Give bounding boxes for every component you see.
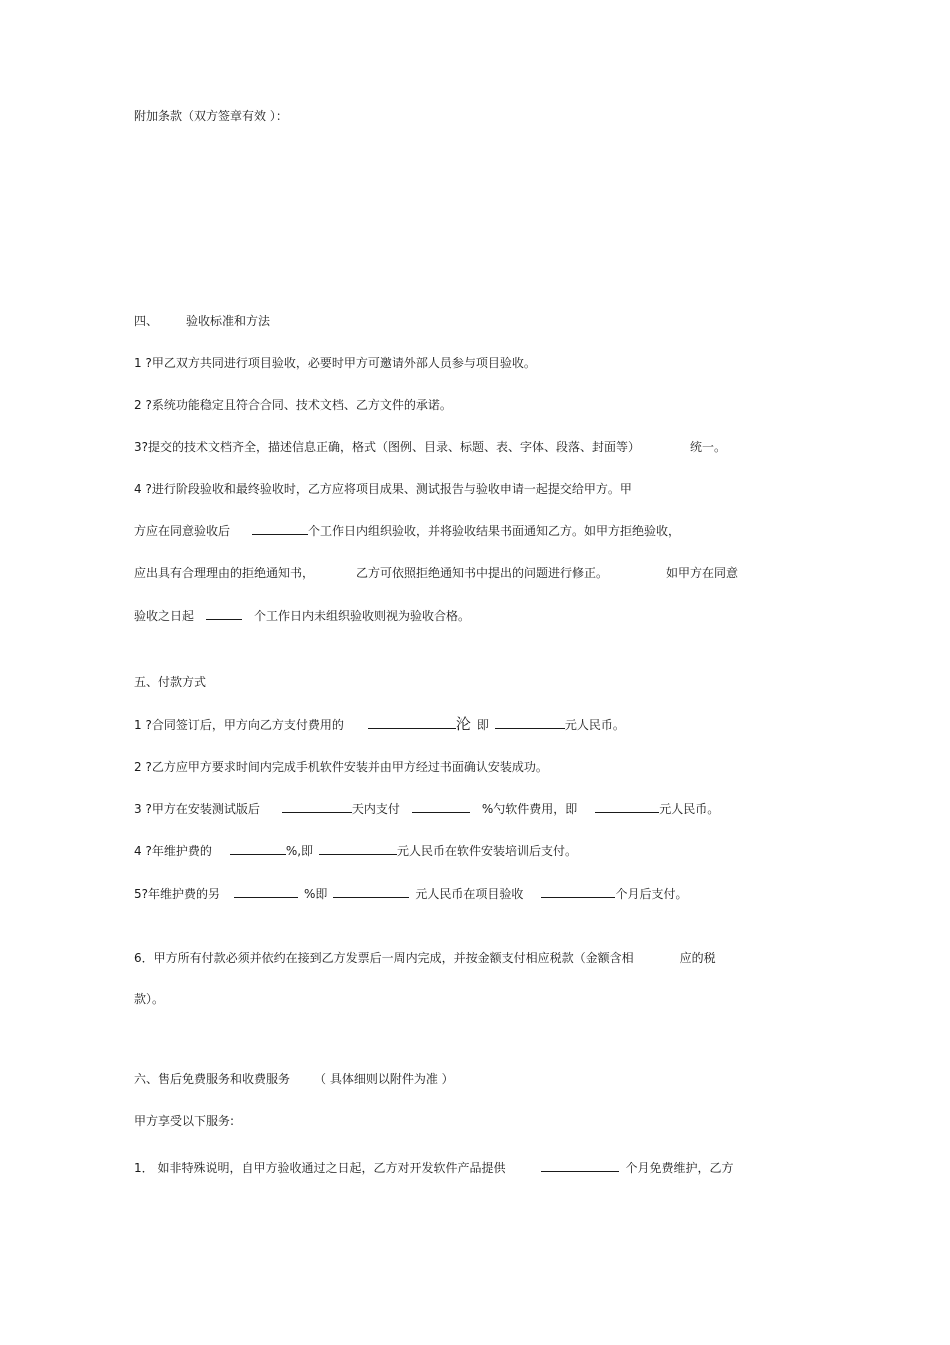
s5-line-4-c: 元人民币在软件安装培训后支付。: [397, 844, 578, 858]
blank-field: [234, 886, 298, 898]
blank-field: [595, 801, 659, 813]
section-4-heading: [134, 313, 270, 329]
blank-field: [230, 843, 286, 855]
blank-field: [495, 717, 565, 729]
blank-field: [206, 608, 242, 620]
s5-line-5-c: 元人民币在项目验收: [415, 887, 524, 901]
s4-line-7-end: 个工作日内未组织验收则视为验收合格。: [254, 609, 471, 623]
s4-line-6-a: 应出具有合理理由的拒绝通知书，: [134, 566, 315, 580]
s5-line-1: [134, 716, 625, 733]
s4-line-5-end: 个工作日内组织验收，并将验收结果书面通知乙方。如甲方拒绝验收，: [308, 524, 681, 538]
s5-line-3-d: 元人民币。: [659, 802, 720, 816]
s4-line-1: [134, 355, 536, 371]
blank-field: [319, 843, 397, 855]
s5-line-3-a: 3 ?甲方在安装测试版后: [134, 802, 260, 816]
section-6-heading: [134, 1071, 454, 1087]
s4-line-3-text: 3?提交的技术文档齐全，描述信息正确，格式（图例、目录、标题、表、字体、段落、封面等）: [134, 440, 641, 454]
s4-line-6: [134, 565, 738, 581]
s4-line-6-b: 乙方可依照拒绝通知书中提出的问题进行修正。: [356, 566, 609, 580]
s5-line-3-b: 天内支付: [351, 802, 400, 816]
s5-line-5-a: 5?年维护费的另: [134, 887, 221, 901]
s4-line-6-c: 如甲方在同意: [666, 566, 739, 580]
s4-line-7: [134, 608, 470, 624]
s6-line-1-b: 个月免费维护，乙方: [625, 1161, 734, 1175]
s4-line-2-text: 2 ?系统功能稳定且符合合同、技术文档、乙方文件的承诺。: [134, 398, 452, 412]
s4-line-7-start: 验收之日起: [134, 609, 195, 623]
blank-field: [541, 1160, 619, 1172]
section-5-title: 五、付款方式: [134, 675, 207, 689]
s6-line-1: [134, 1160, 733, 1176]
addendum-heading: [134, 108, 288, 124]
s5-line-1-d: 元人民币。: [564, 718, 625, 732]
s5-line-6: [134, 950, 716, 966]
section-4-number: 四、: [134, 314, 159, 328]
s5-line-1-c: 即: [476, 718, 489, 732]
s5-line-2-text: 2 ?乙方应甲方要求时间内完成手机软件安装并由甲方经过书面确认安装成功。: [134, 760, 548, 774]
s5-line-4-a: 4 ?年维护费的: [134, 844, 212, 858]
s5-line-5-d: 个月后支付。: [615, 887, 688, 901]
s5-line-2: [134, 759, 548, 775]
s5-line-6-a: 6．甲方所有付款必须并依约在接到乙方发票后一周内完成，并按金额支付相应税款（金额含相: [134, 951, 634, 965]
s5-line-1-a: 1 ?合同签订后，甲方向乙方支付费用的: [134, 718, 344, 732]
s4-line-5-start: 方应在同意验收后: [134, 524, 231, 538]
s4-line-3: [134, 439, 726, 455]
s5-line-5: [134, 886, 687, 902]
s6-intro-text: 甲方享受以下服务:: [134, 1114, 235, 1128]
s4-line-1-text: 1 ?甲乙双方共同进行项目验收，必要时甲方可邀请外部人员参与项目验收。: [134, 356, 536, 370]
s5-line-3-c: %勺软件费用，即: [481, 802, 578, 816]
s5-line-5-b: %即: [304, 887, 328, 901]
s4-line-4-text: 4 ?进行阶段验收和最终验收时，乙方应将项目成果、测试报告与验收申请一起提交给甲方。甲: [134, 482, 632, 496]
section-6-title: 六、售后免费服务和收费服务: [134, 1072, 291, 1086]
s5-line-6-b: 应的税: [679, 951, 716, 965]
s5-line-1-b: 沦: [455, 715, 471, 733]
blank-field: [368, 717, 456, 729]
section-4-title: 验收标准和方法: [186, 314, 271, 328]
s5-line-4-b: %,即: [285, 844, 314, 858]
s4-line-2: [134, 397, 452, 413]
s5-line-4: [134, 843, 577, 859]
s4-line-5: [134, 523, 680, 539]
addendum-text: 附加条款（双方签章有效 ）：: [134, 109, 288, 123]
s4-line-4: [134, 481, 632, 497]
blank-field: [282, 801, 352, 813]
blank-field: [333, 886, 409, 898]
section-6-note: （ 具体细则以附件为准 ）: [314, 1072, 454, 1086]
blank-field: [412, 801, 470, 813]
s4-line-3-end: 统一。: [690, 440, 727, 454]
s5-line-3: [134, 801, 719, 817]
blank-field: [541, 886, 615, 898]
section-5-heading: [134, 674, 206, 690]
s6-intro: [134, 1113, 234, 1129]
blank-field: [252, 523, 308, 535]
s6-line-1-a: 1． 如非特殊说明，自甲方验收通过之日起，乙方对开发软件产品提供: [134, 1161, 506, 1175]
s5-line-7: [134, 991, 164, 1007]
s5-line-6-c: 款）。: [134, 992, 165, 1006]
